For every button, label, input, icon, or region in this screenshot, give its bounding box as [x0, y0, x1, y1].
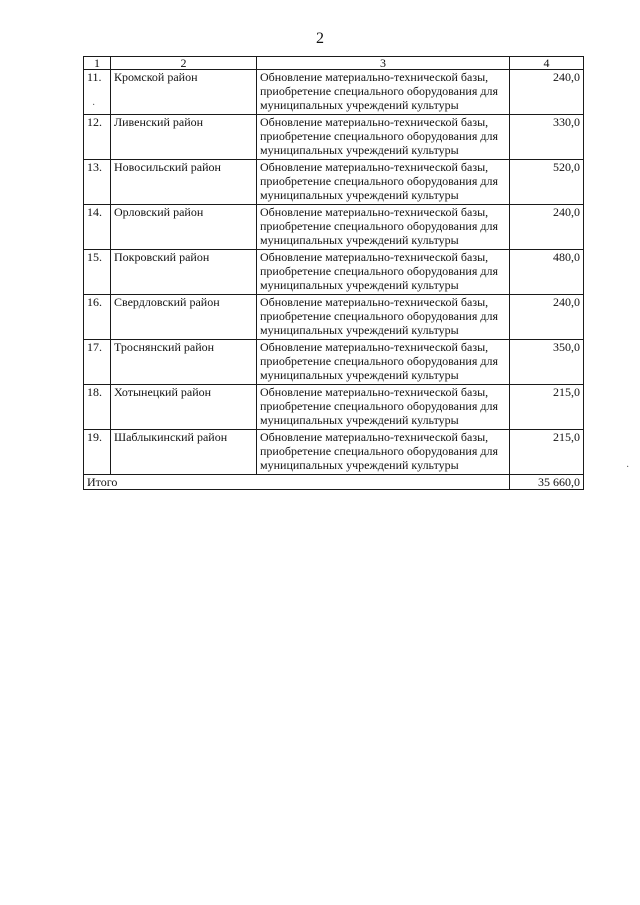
table-row: [84, 160, 584, 205]
purpose-text: Обновление материально-технической базы, приобретение специального оборудования для муниципальных учреждений культуры: [257, 340, 510, 385]
district-name: Хотынецкий район: [111, 385, 257, 430]
table-row: [84, 205, 584, 250]
district-name: Свердловский район: [111, 295, 257, 340]
total-amount: 35 660,0: [510, 475, 584, 490]
row-number: 12.: [84, 115, 111, 160]
table-row: [84, 340, 584, 385]
purpose-text: Обновление материально-технической базы, приобретение специального оборудования для муниципальных учреждений культуры: [257, 295, 510, 340]
district-name: Новосильский район: [111, 160, 257, 205]
total-label: Итого: [84, 475, 510, 490]
district-name: Орловский район: [111, 205, 257, 250]
amount-value: 480,0: [510, 250, 584, 295]
purpose-text: Обновление материально-технической базы, приобретение специального оборудования для муниципальных учреждений культуры: [257, 385, 510, 430]
page-number: 2: [316, 30, 324, 47]
district-name: Кромской район: [111, 70, 257, 115]
amount-value: 350,0: [510, 340, 584, 385]
amount-value: 215,0: [510, 430, 584, 475]
district-name: Покровский район: [111, 250, 257, 295]
row-number: 19.: [84, 430, 111, 475]
amount-value: 240,0: [510, 295, 584, 340]
total-row: [84, 475, 584, 490]
table-row: [84, 295, 584, 340]
header-col-4: 4: [510, 57, 584, 70]
scan-mark: ·: [92, 100, 96, 111]
amount-value: 330,0: [510, 115, 584, 160]
amount-value: 215,0: [510, 385, 584, 430]
district-name: Шаблыкинский район: [111, 430, 257, 475]
row-number: 16.: [84, 295, 111, 340]
allocation-table: [83, 56, 584, 490]
row-number: 14.: [84, 205, 111, 250]
district-name: Троснянский район: [111, 340, 257, 385]
amount-value: 520,0: [510, 160, 584, 205]
purpose-text: Обновление материально-технической базы, приобретение специального оборудования для муниципальных учреждений культуры: [257, 205, 510, 250]
header-col-2: 2: [111, 57, 257, 70]
row-number: 15.: [84, 250, 111, 295]
purpose-text: Обновление материально-технической базы, приобретение специального оборудования для муниципальных учреждений культуры: [257, 115, 510, 160]
header-row: [84, 57, 584, 70]
amount-value: 240,0: [510, 205, 584, 250]
purpose-text: Обновление материально-технической базы, приобретение специального оборудования для муниципальных учреждений культуры: [257, 250, 510, 295]
purpose-text: Обновление материально-технической базы, приобретение специального оборудования для муниципальных учреждений культуры: [257, 430, 510, 475]
table-row: [84, 115, 584, 160]
amount-value: 240,0: [510, 70, 584, 115]
district-name: Ливенский район: [111, 115, 257, 160]
row-number: 18.: [84, 385, 111, 430]
table-row: [84, 70, 584, 115]
row-number: 11.: [84, 70, 111, 115]
purpose-text: Обновление материально-технической базы, приобретение специального оборудования для муниципальных учреждений культуры: [257, 160, 510, 205]
purpose-text: Обновление материально-технической базы, приобретение специального оборудования для муниципальных учреждений культуры: [257, 70, 510, 115]
header-col-1: 1: [84, 57, 111, 70]
scan-mark: ·: [626, 462, 630, 473]
row-number: 17.: [84, 340, 111, 385]
table-row: [84, 250, 584, 295]
row-number: 13.: [84, 160, 111, 205]
table-row: [84, 430, 584, 475]
header-col-3: 3: [257, 57, 510, 70]
table-row: [84, 385, 584, 430]
